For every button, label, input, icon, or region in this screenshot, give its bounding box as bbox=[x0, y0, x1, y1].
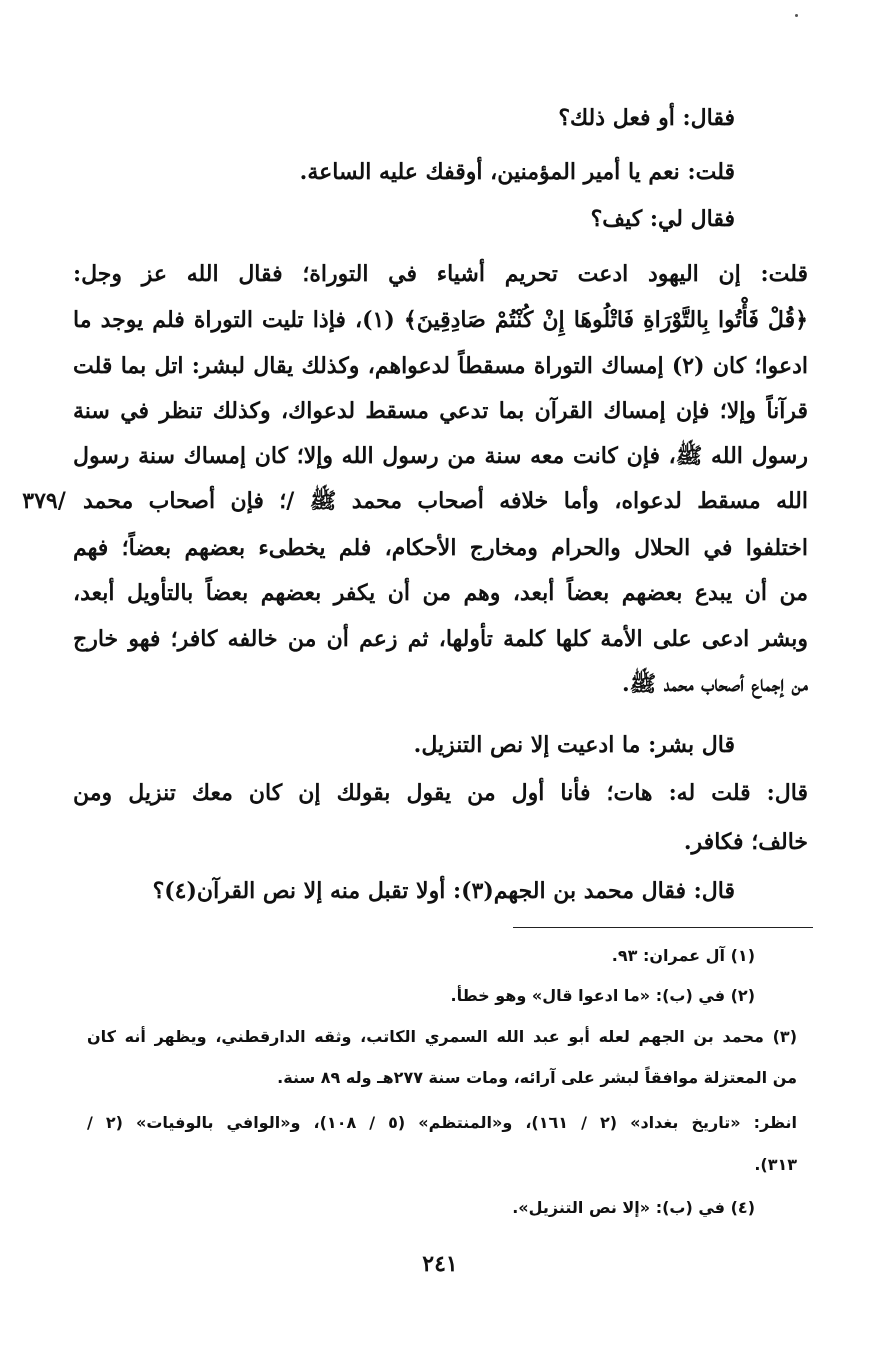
footnote-line: (٤) في (ب): «إلا نص التنزيل». bbox=[512, 1198, 755, 1217]
body-line: ادعوا؛ كان (٢) إمساك التوراة مسقطاً لدعواهم، وكذلك يقال لبشر: اتل بما قلت bbox=[73, 353, 808, 379]
body-line: وبشر ادعى على الأمة كلها كلمة تأولها، ثم زعم أن من خالفه كافر؛ فهو خارج bbox=[73, 626, 808, 652]
footnote-line: انظر: «تاريخ بغداد» (٢ / ١٦١)، و«المنتظم» (٥ / ١٠٨)، و«الوافي بالوفيات» (٢ / bbox=[87, 1113, 798, 1132]
scan-speck bbox=[795, 14, 798, 17]
body-line: من أن يبدع بعضهم بعضاً أبعد، وهم من أن يكفر بعضهم بعضاً بالتأويل أبعد، bbox=[73, 580, 808, 606]
body-line: قلت: إن اليهود ادعت تحريم أشياء في التوراة؛ فقال الله عز وجل: bbox=[73, 261, 808, 287]
footnote-line: ٣١٣). bbox=[754, 1155, 797, 1174]
body-line: قال بشر: ما ادعيت إلا نص التنزيل. bbox=[413, 732, 735, 758]
body-line: قلت: نعم يا أمير المؤمنين، أوقفك عليه الساعة. bbox=[299, 159, 735, 185]
body-line: قرآناً وإلا؛ فإن إمساك القرآن بما تدعي مسقط لدعواك، وكذلك تنظر في سنة bbox=[73, 398, 808, 424]
footnote-line: من المعتزلة موافقاً لبشر على آرائه، ومات سنة ٢٧٧هـ وله ٨٩ سنة. bbox=[277, 1068, 797, 1087]
footnote-line: (٣) محمد بن الجهم لعله أبو عبد الله السمري الكاتب، وثقه الدارقطني، ويظهر أنه كان bbox=[87, 1027, 797, 1046]
body-line: من إجماع أصحاب محمد ﷺ. bbox=[621, 671, 808, 697]
body-line: رسول الله ﷺ، فإن كانت معه سنة من رسول الله وإلا؛ كان إمساك سنة رسول bbox=[73, 443, 808, 469]
body-line: خالف؛ فكافر. bbox=[683, 829, 808, 855]
body-line: اختلفوا في الحلال والحرام ومخارج الأحكام، فلم يخطىء بعضهم بعضاً؛ فهم bbox=[73, 535, 808, 561]
body-line: فقال: أو فعل ذلك؟ bbox=[558, 105, 735, 131]
body-line: الله مسقط لدعواه، وأما خلافه أصحاب محمد ﷺ /؛ فإن أصحاب محمد bbox=[83, 488, 808, 514]
margin-folio-reference: /٣٧٩ bbox=[22, 488, 66, 514]
footnote-separator bbox=[513, 927, 813, 928]
body-line: فقال لي: كيف؟ bbox=[590, 206, 735, 232]
footnote-line: (١) آل عمران: ٩٣. bbox=[611, 946, 755, 965]
body-line: قال: فقال محمد بن الجهم(٣): أولا تقبل منه إلا نص القرآن(٤)؟ bbox=[152, 878, 735, 904]
body-line: قال: قلت له: هات؛ فأنا أول من يقول بقولك إن كان معك تنزيل ومن bbox=[73, 780, 808, 806]
footnote-line: (٢) في (ب): «ما ادعوا قال» وهو خطأ. bbox=[450, 986, 755, 1005]
page-number: ٢٤١ bbox=[422, 1251, 458, 1277]
body-line: ﴿قُلْ فَأْتُوا بِالتَّوْرَاةِ فَاتْلُوهَا إِنْ كُنْتُمْ صَادِقِينَ﴾ (١)، فإذا تليت التوراة فلم يوجد ما bbox=[73, 307, 809, 333]
